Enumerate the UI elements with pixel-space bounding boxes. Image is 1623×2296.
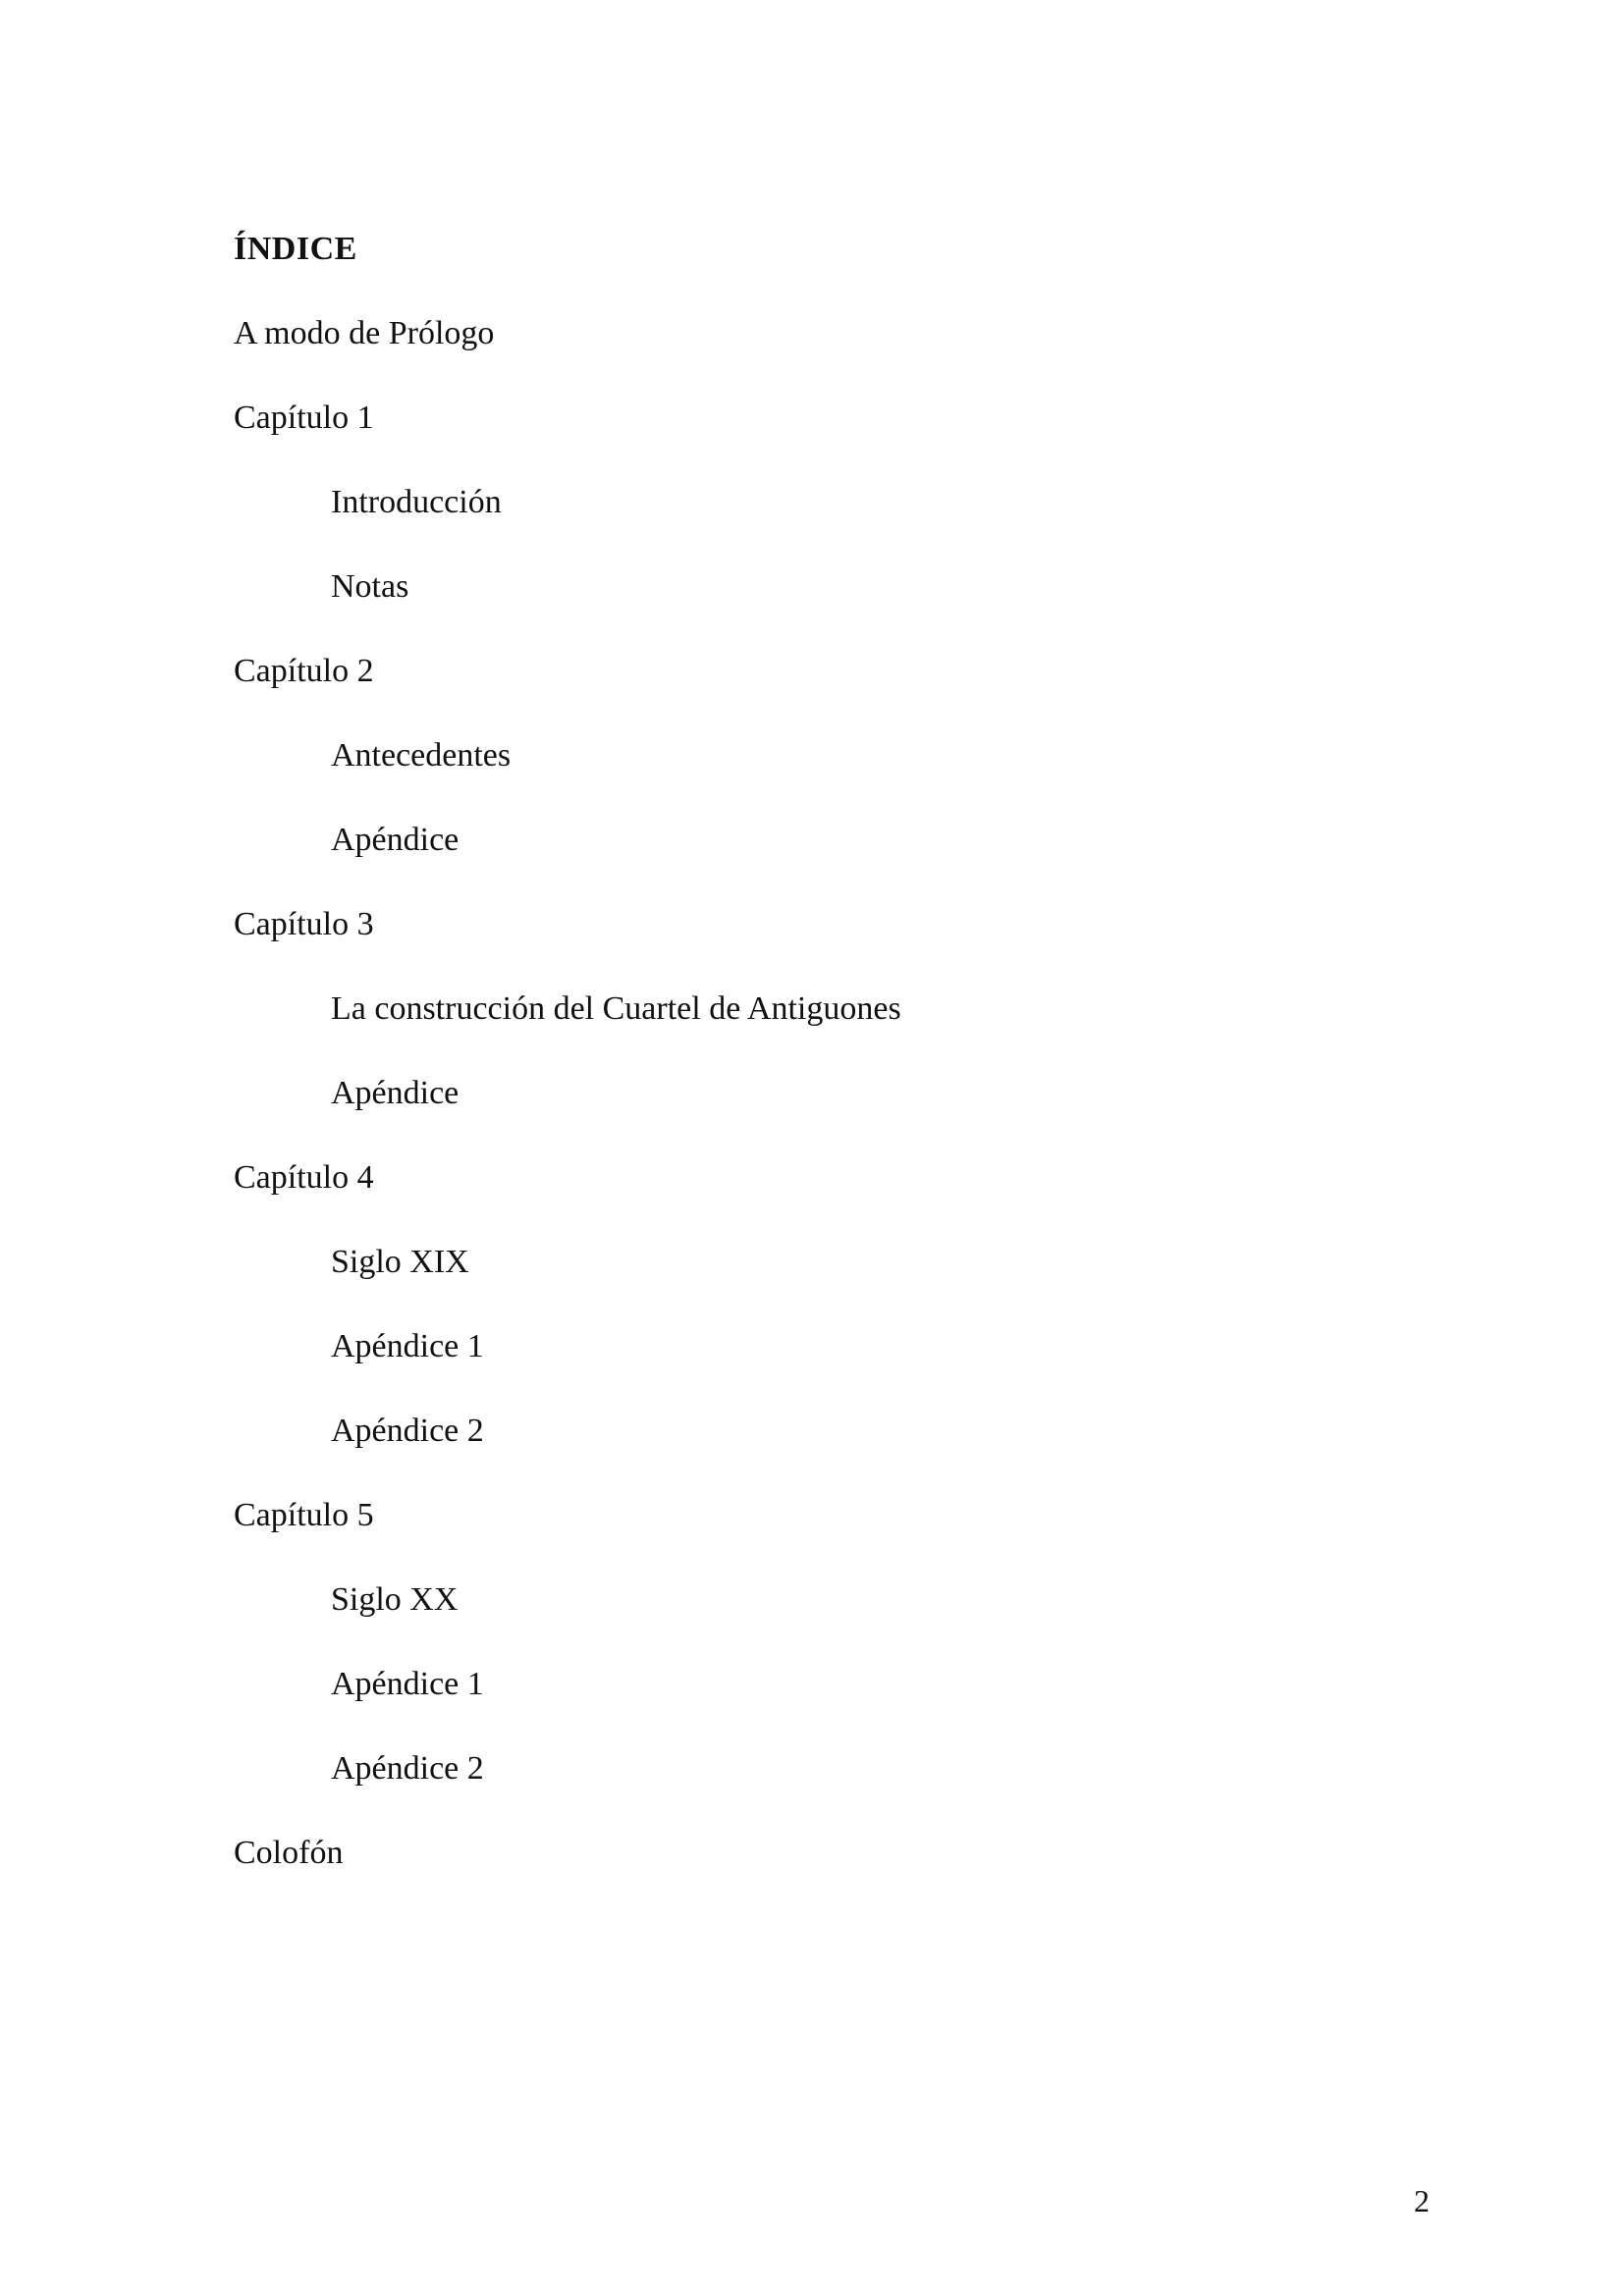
toc-subentry-notes: Notas xyxy=(331,568,409,605)
toc-subentry-barracks-construction: La construcción del Cuartel de Antiguones xyxy=(331,990,901,1027)
toc-subentry-nineteenth-century: Siglo XIX xyxy=(331,1244,469,1280)
toc-entry-chapter-1: Capítulo 1 xyxy=(234,400,374,436)
page-number: 2 xyxy=(1414,2183,1430,2218)
toc-entry-chapter-2: Capítulo 2 xyxy=(234,653,374,689)
toc-subentry-appendix-1: Apéndice 1 xyxy=(331,1666,484,1702)
toc-subentry-appendix-1: Apéndice 1 xyxy=(331,1328,484,1364)
toc-entry-colophon: Colofón xyxy=(234,1835,344,1871)
toc-subentry-appendix-2: Apéndice 2 xyxy=(331,1413,484,1449)
toc-entry-chapter-5: Capítulo 5 xyxy=(234,1497,374,1533)
table-of-contents xyxy=(234,314,1412,1918)
toc-subentry-appendix: Apéndice xyxy=(331,1075,460,1111)
toc-subentry-introduction: Introducción xyxy=(331,484,502,520)
toc-subentry-background: Antecedentes xyxy=(331,737,512,774)
toc-entry-chapter-3: Capítulo 3 xyxy=(234,906,374,942)
toc-entry-chapter-4: Capítulo 4 xyxy=(234,1159,374,1196)
index-heading: ÍNDICE xyxy=(234,231,357,267)
toc-subentry-twentieth-century: Siglo XX xyxy=(331,1581,459,1618)
toc-subentry-appendix-2: Apéndice 2 xyxy=(331,1750,484,1787)
toc-subentry-appendix: Apéndice xyxy=(331,822,460,858)
toc-entry-prologue: A modo de Prólogo xyxy=(234,315,495,351)
